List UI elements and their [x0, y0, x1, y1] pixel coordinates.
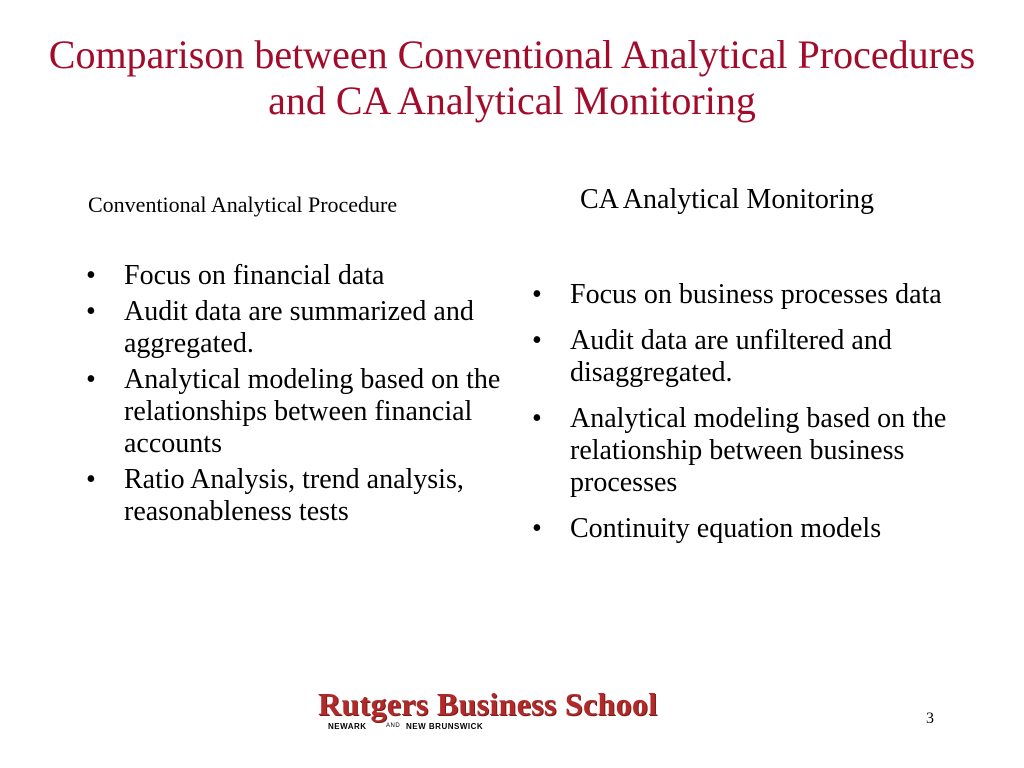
- bullet-text: Analytical modeling based on the relationships between financial accounts: [124, 364, 501, 459]
- bullet-icon: •: [532, 513, 542, 544]
- slide-title: Comparison between Conventional Analytical Procedures and CA Analytical Monitoring: [48, 32, 976, 123]
- bullet-icon: •: [86, 296, 96, 327]
- right-column-heading: CA Analytical Monitoring: [580, 184, 874, 215]
- left-bullet-list: [86, 260, 506, 532]
- list-item: [86, 296, 506, 360]
- logo-sub-and: AND: [386, 723, 401, 729]
- bullet-text: Focus on financial data: [124, 260, 385, 291]
- bullet-icon: •: [86, 364, 96, 395]
- rutgers-logo: [318, 686, 714, 734]
- list-item: [532, 513, 992, 545]
- list-item: [532, 279, 992, 311]
- list-item: [86, 260, 506, 292]
- logo-sub-newark: NEWARK: [328, 722, 367, 731]
- bullet-text: Audit data are unfiltered and disaggregated.: [570, 325, 892, 388]
- page-number: 3: [926, 710, 934, 727]
- logo-wordmark: Rutgers Business School: [318, 686, 658, 722]
- bullet-icon: •: [532, 279, 542, 310]
- list-item: [532, 325, 992, 389]
- bullet-icon: •: [532, 403, 542, 434]
- bullet-text: Continuity equation models: [570, 513, 882, 544]
- bullet-icon: •: [86, 464, 96, 495]
- bullet-text: Focus on business processes data: [570, 279, 942, 310]
- bullet-icon: •: [86, 260, 96, 291]
- left-column-heading: Conventional Analytical Procedure: [88, 192, 398, 217]
- list-item: [86, 464, 506, 528]
- list-item: [532, 403, 992, 499]
- bullet-text: Audit data are summarized and aggregated.: [124, 296, 474, 359]
- bullet-icon: •: [532, 325, 542, 356]
- list-item: [86, 364, 506, 460]
- bullet-text: Ratio Analysis, trend analysis, reasonableness tests: [124, 464, 464, 527]
- right-bullet-list: [532, 279, 992, 559]
- bullet-text: Analytical modeling based on the relationship between business processes: [570, 403, 947, 498]
- logo-sub-new-brunswick: NEW BRUNSWICK: [406, 722, 484, 731]
